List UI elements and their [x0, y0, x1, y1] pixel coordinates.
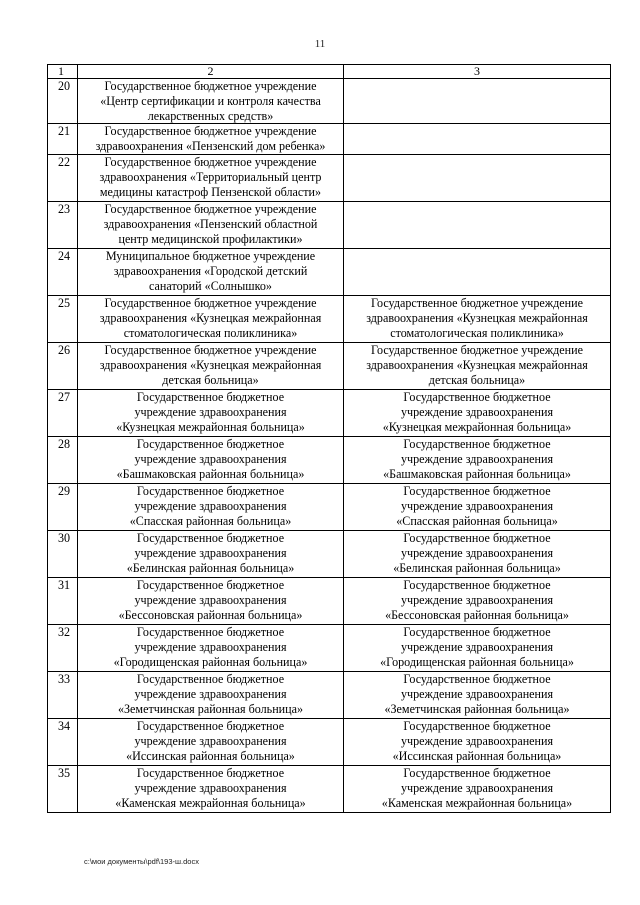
table-row	[48, 766, 611, 813]
institution-name: Государственное бюджетное учреждение здравоохранения «Земетчинская районная больница»	[78, 672, 344, 719]
successor-institution	[344, 202, 611, 249]
institution-name: Муниципальное бюджетное учреждение здравоохранения «Городской детский санаторий «Солнышко»	[78, 249, 344, 296]
table-row	[48, 672, 611, 719]
institution-name: Государственное бюджетное учреждение здравоохранения «Кузнецкая межрайонная детская больница»	[78, 343, 344, 390]
table-row	[48, 484, 611, 531]
table-header-row	[48, 65, 611, 79]
column-header-3: 3	[344, 65, 611, 79]
table-row	[48, 202, 611, 249]
successor-institution	[344, 249, 611, 296]
row-number: 28	[48, 437, 78, 484]
table-row	[48, 719, 611, 766]
table-row	[48, 437, 611, 484]
column-header-1: 1	[48, 65, 78, 79]
institutions-table	[47, 64, 611, 813]
row-number: 29	[48, 484, 78, 531]
successor-institution: Государственное бюджетное учреждение здравоохранения «Башмаковская районная больница»	[344, 437, 611, 484]
successor-institution	[344, 155, 611, 202]
successor-institution: Государственное бюджетное учреждение здравоохранения «Спасская районная больница»	[344, 484, 611, 531]
institution-name: Государственное бюджетное учреждение здравоохранения «Пензенский дом ребенка»	[78, 124, 344, 155]
table-row	[48, 531, 611, 578]
row-number: 33	[48, 672, 78, 719]
table-row	[48, 625, 611, 672]
successor-institution: Государственное бюджетное учреждение здравоохранения «Кузнецкая межрайонная детская больница»	[344, 343, 611, 390]
row-number: 34	[48, 719, 78, 766]
table-row	[48, 79, 611, 124]
table-row	[48, 249, 611, 296]
institution-name: Государственное бюджетное учреждение здравоохранения «Территориальный центр медицины катастроф Пензенской области»	[78, 155, 344, 202]
table-row	[48, 343, 611, 390]
successor-institution: Государственное бюджетное учреждение здравоохранения «Кузнецкая межрайонная стоматологическая поликлиника»	[344, 296, 611, 343]
row-number: 23	[48, 202, 78, 249]
institution-name: Государственное бюджетное учреждение здравоохранения «Башмаковская районная больница»	[78, 437, 344, 484]
row-number: 35	[48, 766, 78, 813]
institution-name: Государственное бюджетное учреждение здравоохранения «Кузнецкая межрайонная больница»	[78, 390, 344, 437]
table-row	[48, 296, 611, 343]
institution-name: Государственное бюджетное учреждение «Центр сертификации и контроля качества лекарственных средств»	[78, 79, 344, 124]
row-number: 30	[48, 531, 78, 578]
table-row	[48, 155, 611, 202]
row-number: 32	[48, 625, 78, 672]
file-path-footer: c:\мои документы\pdf\193-ш.docx	[84, 857, 199, 866]
successor-institution	[344, 79, 611, 124]
table-row	[48, 124, 611, 155]
row-number: 22	[48, 155, 78, 202]
column-header-2: 2	[78, 65, 344, 79]
table-row	[48, 390, 611, 437]
row-number: 27	[48, 390, 78, 437]
institution-name: Государственное бюджетное учреждение здравоохранения «Пензенский областной центр медицинской профилактики»	[78, 202, 344, 249]
successor-institution: Государственное бюджетное учреждение здравоохранения «Белинская районная больница»	[344, 531, 611, 578]
successor-institution: Государственное бюджетное учреждение здравоохранения «Городищенская районная больница»	[344, 625, 611, 672]
row-number: 24	[48, 249, 78, 296]
successor-institution: Государственное бюджетное учреждение здравоохранения «Бессоновская районная больница»	[344, 578, 611, 625]
institution-name: Государственное бюджетное учреждение здравоохранения «Иссинская районная больница»	[78, 719, 344, 766]
table-row	[48, 578, 611, 625]
successor-institution	[344, 124, 611, 155]
institution-name: Государственное бюджетное учреждение здравоохранения «Каменская межрайонная больница»	[78, 766, 344, 813]
row-number: 31	[48, 578, 78, 625]
institution-name: Государственное бюджетное учреждение здравоохранения «Городищенская районная больница»	[78, 625, 344, 672]
institution-name: Государственное бюджетное учреждение здравоохранения «Кузнецкая межрайонная стоматологическая поликлиника»	[78, 296, 344, 343]
row-number: 20	[48, 79, 78, 124]
successor-institution: Государственное бюджетное учреждение здравоохранения «Кузнецкая межрайонная больница»	[344, 390, 611, 437]
page-number: 11	[314, 38, 326, 50]
row-number: 21	[48, 124, 78, 155]
institution-name: Государственное бюджетное учреждение здравоохранения «Бессоновская районная больница»	[78, 578, 344, 625]
institution-name: Государственное бюджетное учреждение здравоохранения «Спасская районная больница»	[78, 484, 344, 531]
row-number: 25	[48, 296, 78, 343]
institution-name: Государственное бюджетное учреждение здравоохранения «Белинская районная больница»	[78, 531, 344, 578]
row-number: 26	[48, 343, 78, 390]
successor-institution: Государственное бюджетное учреждение здравоохранения «Земетчинская районная больница»	[344, 672, 611, 719]
successor-institution: Государственное бюджетное учреждение здравоохранения «Каменская межрайонная больница»	[344, 766, 611, 813]
successor-institution: Государственное бюджетное учреждение здравоохранения «Иссинская районная больница»	[344, 719, 611, 766]
